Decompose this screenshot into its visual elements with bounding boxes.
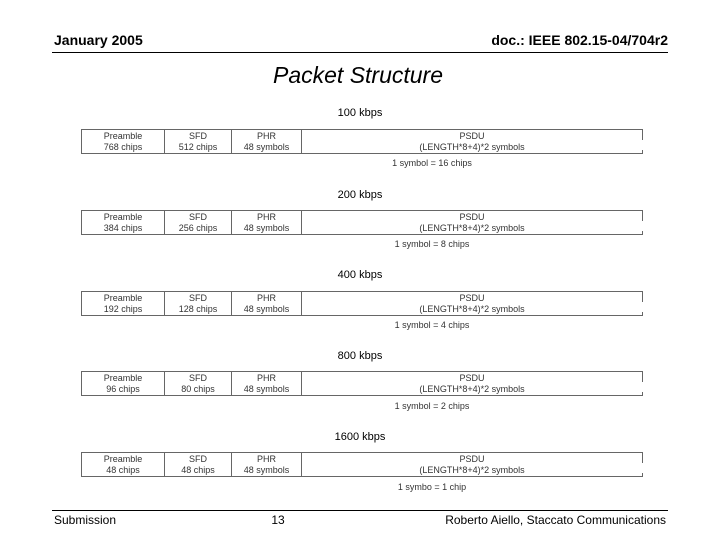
field-name: Preamble — [103, 372, 143, 383]
symbol-chip-note: 1 symbol = 2 chips — [394, 401, 470, 411]
preamble-field — [82, 292, 165, 315]
sfd-field — [165, 130, 232, 153]
field-name: PHR — [256, 372, 276, 383]
field-name: Preamble — [103, 130, 143, 141]
field-length: 48 chips — [181, 464, 215, 475]
field-length: (LENGTH*8+4)*2 symbols — [419, 141, 525, 152]
field-length: 48 chips — [106, 464, 140, 475]
packet-diagram — [81, 452, 642, 477]
preamble-field — [82, 130, 165, 153]
field-length: 96 chips — [106, 383, 140, 394]
footer-submission: Submission — [54, 513, 117, 527]
field-length: 48 symbols — [243, 303, 290, 314]
sfd-field — [165, 372, 232, 395]
packet-end-mark — [642, 231, 643, 235]
field-length: 192 chips — [103, 303, 143, 314]
field-name: SFD — [189, 372, 207, 383]
packet-diagram — [81, 291, 642, 316]
preamble-field — [82, 453, 165, 476]
field-name: PHR — [256, 211, 276, 222]
field-name: Preamble — [103, 211, 143, 222]
field-length: 48 symbols — [243, 141, 290, 152]
packet-rate-label: 800 kbps — [337, 350, 383, 362]
packet-rate-label: 100 kbps — [337, 107, 383, 119]
packet-end-mark — [642, 129, 643, 140]
symbol-chip-note: 1 symbo = 1 chip — [397, 482, 467, 492]
field-name: SFD — [189, 130, 207, 141]
psdu-field — [302, 211, 642, 234]
packet-end-mark — [642, 392, 643, 396]
field-length: 256 chips — [178, 222, 218, 233]
psdu-field — [302, 372, 642, 395]
field-length: 48 symbols — [243, 222, 290, 233]
header-doc-id: doc.: IEEE 802.15-04/704r2 — [491, 32, 668, 48]
preamble-field — [82, 372, 165, 395]
packet-diagram — [81, 129, 642, 154]
field-length: (LENGTH*8+4)*2 symbols — [419, 464, 525, 475]
phr-field — [232, 453, 302, 476]
symbol-chip-note: 1 symbol = 16 chips — [392, 158, 472, 168]
packet-rate-label: 400 kbps — [337, 269, 383, 281]
packet-end-mark — [642, 210, 643, 221]
footer-author: Roberto Aiello, Staccato Communications — [445, 513, 666, 527]
psdu-field — [302, 130, 642, 153]
field-length: (LENGTH*8+4)*2 symbols — [419, 383, 525, 394]
field-name: PSDU — [459, 453, 485, 464]
field-name: SFD — [189, 292, 207, 303]
packet-end-mark — [642, 312, 643, 316]
packet-diagram — [81, 210, 642, 235]
field-name: PSDU — [459, 211, 485, 222]
field-name: PSDU — [459, 372, 485, 383]
header-rule — [52, 52, 668, 53]
packet-rate-label: 200 kbps — [337, 189, 383, 201]
packet-rate-label: 1600 kbps — [334, 431, 386, 443]
field-name: PSDU — [459, 130, 485, 141]
symbol-chip-note: 1 symbol = 4 chips — [394, 320, 470, 330]
field-name: PHR — [256, 292, 276, 303]
page-number: 13 — [271, 513, 285, 527]
phr-field — [232, 372, 302, 395]
page-title: Packet Structure — [272, 62, 444, 88]
field-length: 512 chips — [178, 141, 218, 152]
sfd-field — [165, 211, 232, 234]
phr-field — [232, 130, 302, 153]
field-name: SFD — [189, 211, 207, 222]
psdu-field — [302, 292, 642, 315]
field-length: 48 symbols — [243, 383, 290, 394]
field-length: 384 chips — [103, 222, 143, 233]
preamble-field — [82, 211, 165, 234]
packet-end-mark — [642, 291, 643, 302]
field-length: 48 symbols — [243, 464, 290, 475]
psdu-field — [302, 453, 642, 476]
field-length: (LENGTH*8+4)*2 symbols — [419, 303, 525, 314]
field-length: (LENGTH*8+4)*2 symbols — [419, 222, 525, 233]
sfd-field — [165, 453, 232, 476]
field-length: 128 chips — [178, 303, 218, 314]
packet-diagram — [81, 371, 642, 396]
packet-end-mark — [642, 371, 643, 382]
field-length: 80 chips — [181, 383, 215, 394]
sfd-field — [165, 292, 232, 315]
header-date: January 2005 — [54, 32, 143, 48]
phr-field — [232, 211, 302, 234]
field-name: Preamble — [103, 292, 143, 303]
field-name: Preamble — [103, 453, 143, 464]
field-length: 768 chips — [103, 141, 143, 152]
field-name: PHR — [256, 453, 276, 464]
field-name: PHR — [256, 130, 276, 141]
footer-rule — [52, 510, 668, 511]
symbol-chip-note: 1 symbol = 8 chips — [394, 239, 470, 249]
packet-end-mark — [642, 473, 643, 477]
packet-end-mark — [642, 452, 643, 463]
field-name: PSDU — [459, 292, 485, 303]
packet-end-mark — [642, 150, 643, 154]
phr-field — [232, 292, 302, 315]
field-name: SFD — [189, 453, 207, 464]
